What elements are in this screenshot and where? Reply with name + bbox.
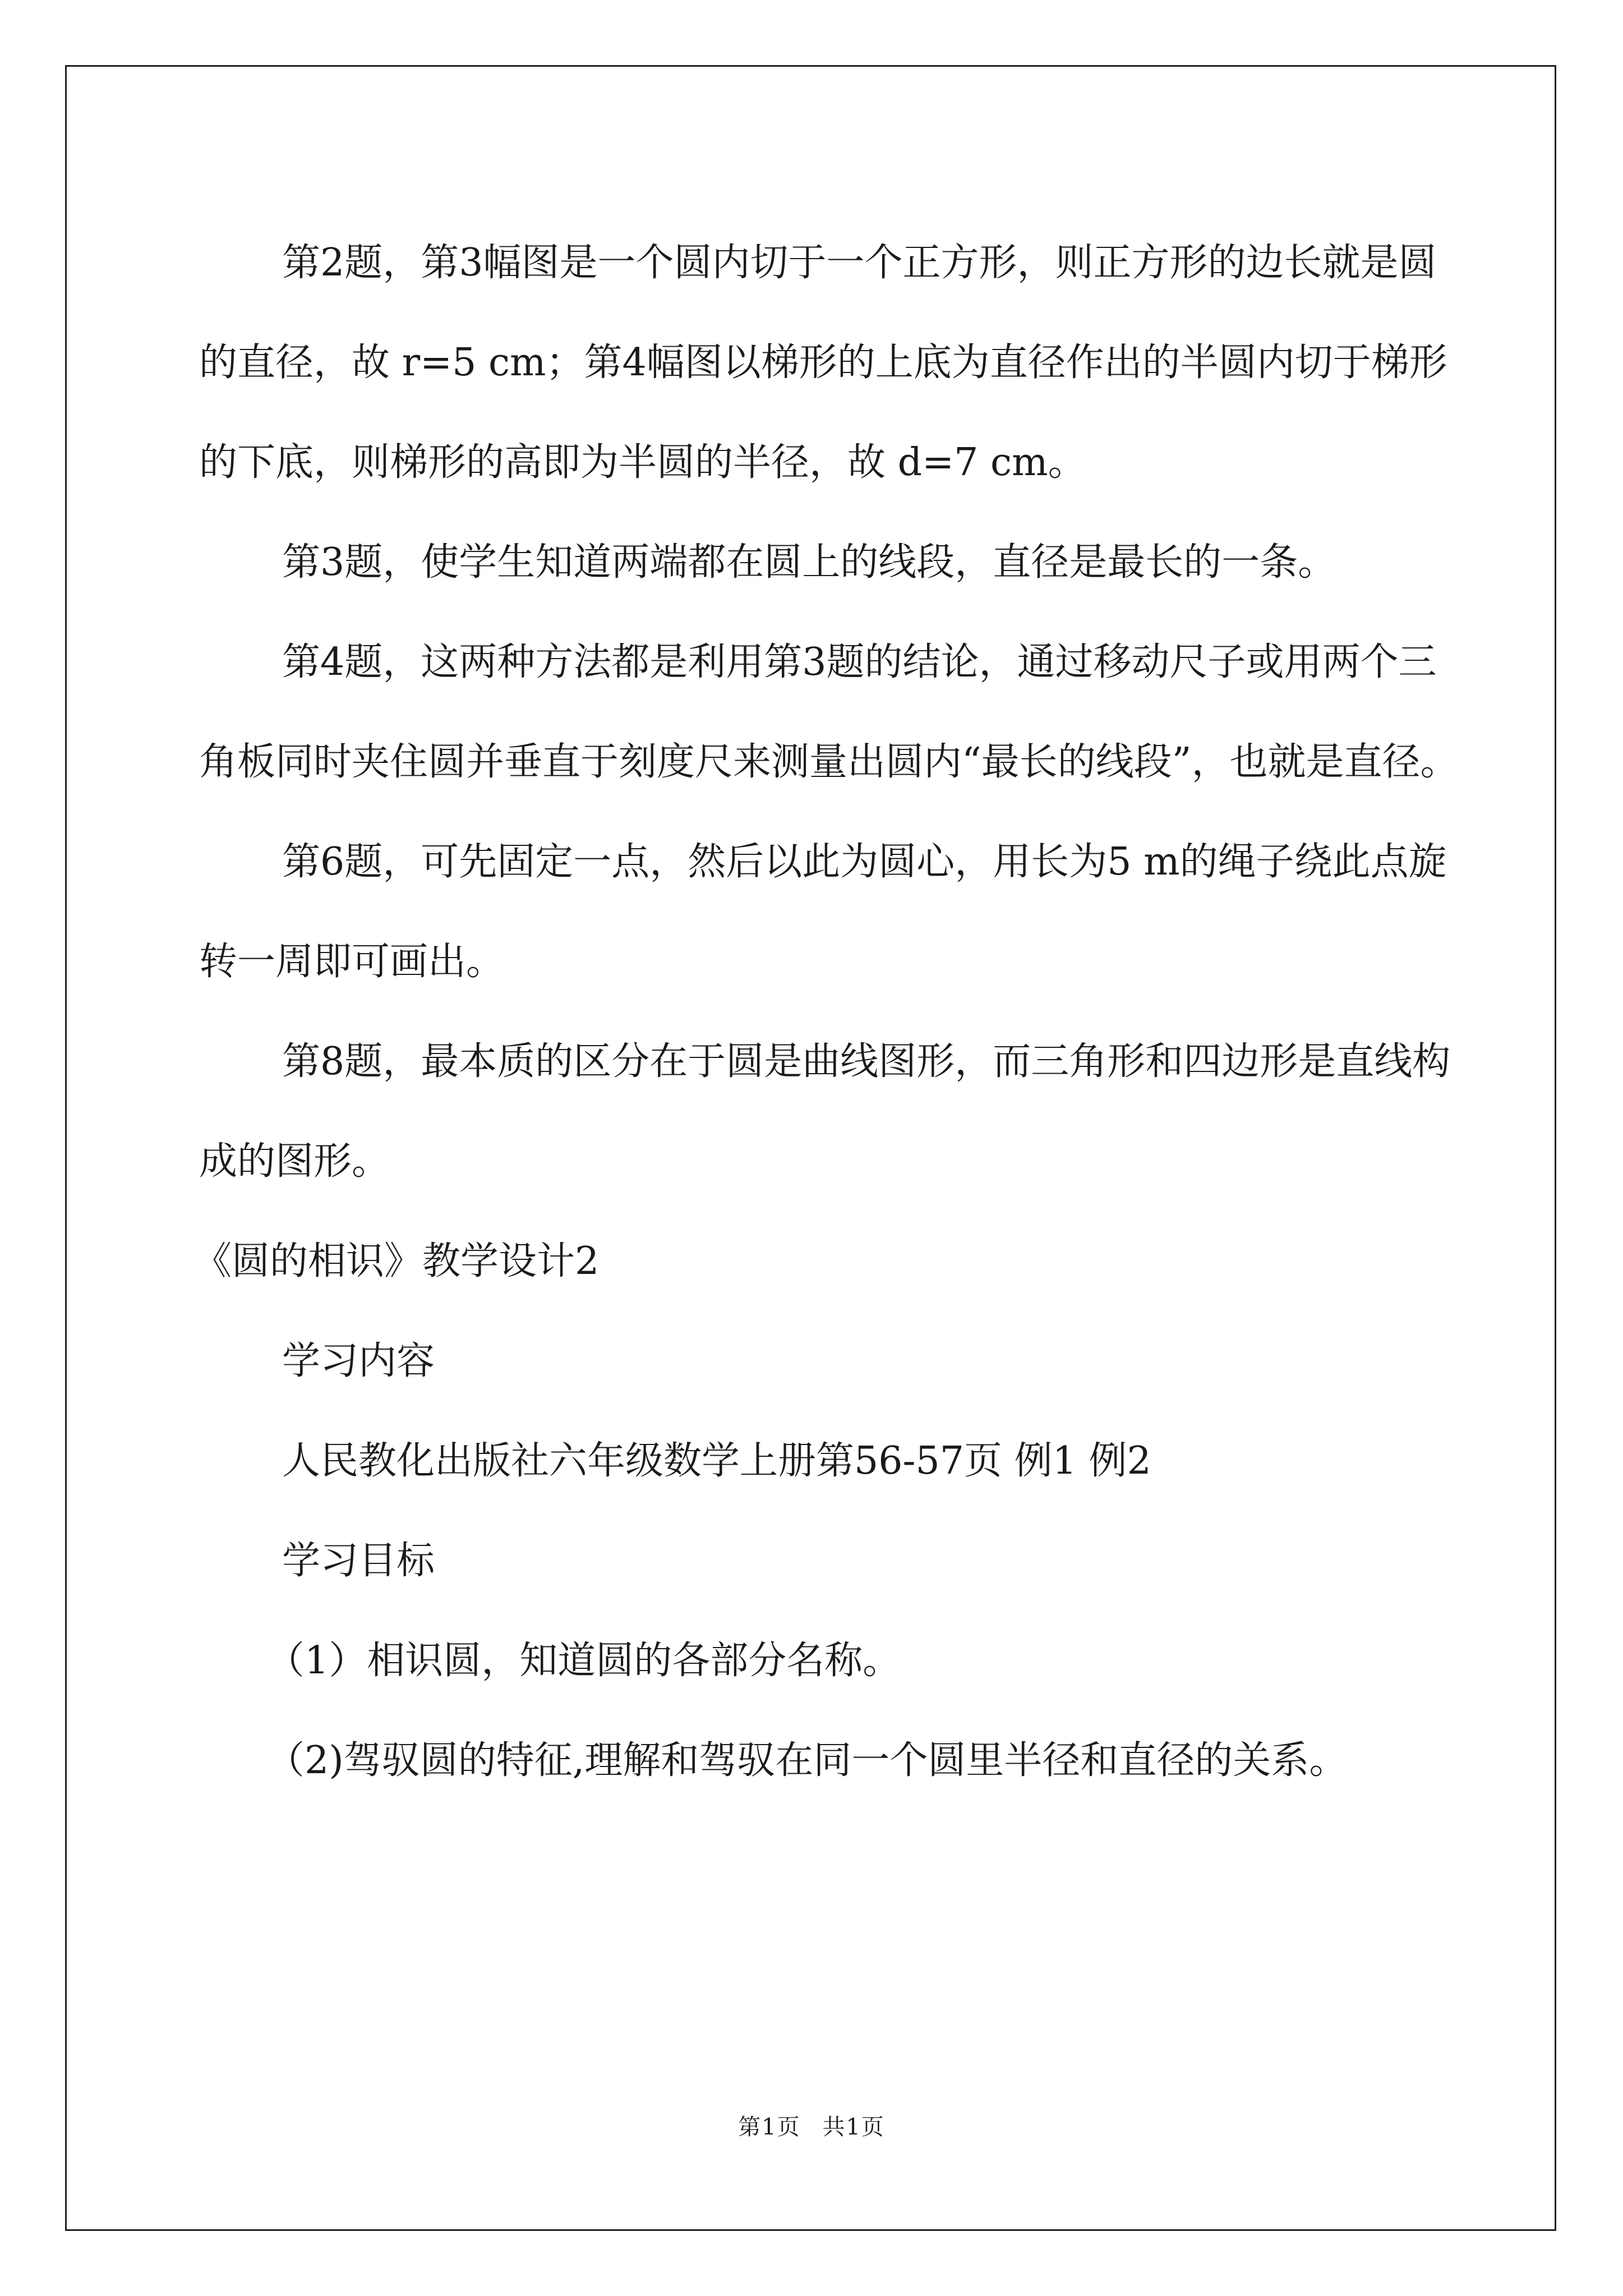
paragraph-problem-8: 第8题，最本质的区分在于圆是曲线图形，而三角形和四边形是直线构成的图形。 — [199, 1039, 1451, 1184]
goals-heading: 学习目标 — [282, 1539, 435, 1583]
goal-item-2: （2)驾驭圆的特征,理解和驾驭在同一个圆里半径和直径的关系。 — [266, 1738, 1348, 1783]
content-text: 人民教化出版社六年级数学上册第56-57页 例1 例2 — [282, 1439, 1151, 1483]
goal-item-1: （1）相识圆，知道圆的各部分名称。 — [266, 1639, 901, 1683]
page-footer — [0, 2109, 1623, 2141]
document-body — [193, 213, 1467, 1811]
content-heading: 学习内容 — [282, 1339, 435, 1383]
section-title: 《圆的相识》教学设计2 — [193, 1239, 600, 1283]
paragraph-problem-4: 第4题，这两种方法都是利用第3题的结论，通过移动尺子或用两个三角板同时夹住圆并垂直于刻度尺来测量出圆内“最长的线段”，也就是直径。 — [199, 640, 1459, 784]
page-number: 第1页 — [738, 2114, 801, 2140]
paragraph-problem-2: 第2题，第3幅图是一个圆内切于一个正方形，则正方形的边长就是圆的直径，故 r=5 cm；第4幅图以梯形的上底为直径作出的半圆内切于梯形的下底，则梯形的高即为半圆的半径，故 d=7 cm。 — [199, 241, 1447, 485]
paragraph-problem-3: 第3题，使学生知道两端都在圆上的线段，直径是最长的一条。 — [282, 540, 1336, 585]
paragraph-problem-6: 第6题，可先固定一点，然后以此为圆心，用长为5 m的绳子绕此点旋转一周即可画出。 — [199, 840, 1447, 984]
page-total: 共1页 — [822, 2114, 885, 2140]
